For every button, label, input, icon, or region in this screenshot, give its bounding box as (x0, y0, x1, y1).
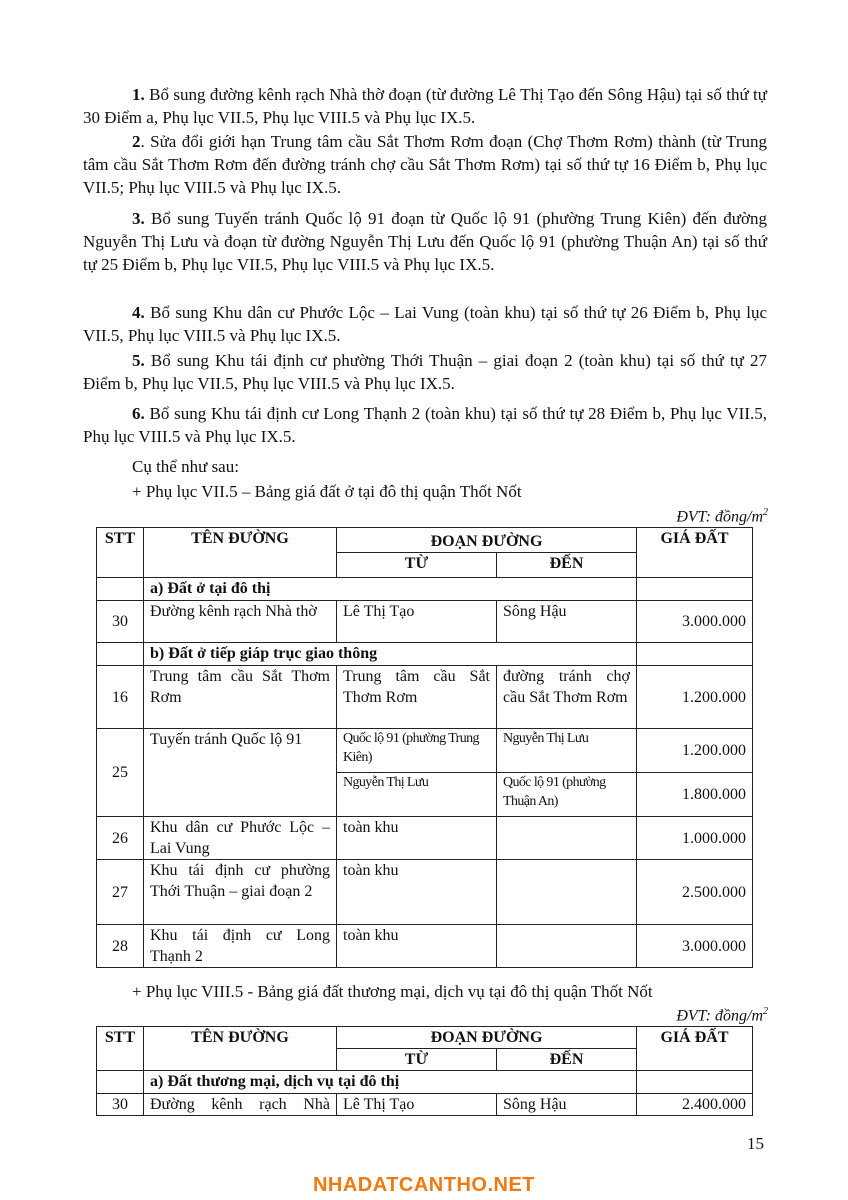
header-street-name: TÊN ĐƯỜNG (144, 1027, 337, 1071)
paragraph-5 (83, 349, 767, 395)
empty-cell (97, 578, 144, 601)
cell-from: Nguyễn Thị Lưu (337, 773, 497, 817)
header-to: ĐẾN (497, 553, 637, 578)
cell-street-name: Trung tâm cầu Sắt Thơm Rơm (144, 666, 337, 729)
table-row (97, 817, 753, 860)
cell-to: Nguyễn Thị Lưu (497, 729, 637, 773)
header-segment: ĐOẠN ĐƯỜNG (337, 528, 637, 553)
cell-stt: 30 (97, 601, 144, 643)
cell-to: đường tránh chợ cầu Sắt Thơm Rơm (497, 666, 637, 729)
header-stt: STT (97, 528, 144, 578)
cell-street-name: Đường kênh rạch Nhà thờ (144, 601, 337, 643)
cell-from: toàn khu (337, 925, 497, 968)
land-price-table-residential (96, 527, 753, 968)
table-header-row (97, 1027, 753, 1049)
paragraph-4 (83, 301, 767, 347)
header-land-price: GIÁ ĐẤT (637, 1027, 753, 1071)
cell-price: 2.400.000 (637, 1094, 753, 1116)
appendix-heading-1: + Phụ lục VII.5 – Bảng giá đất ở tại đô thị quận Thốt Nốt (132, 482, 522, 501)
paragraph-text: Bổ sung đường kênh rạch Nhà thờ đoạn (từ đường Lê Thị Tạo đến Sông Hậu) tại số thứ tự 30 Điểm a, Phụ lục VII.5, Phụ lục VIII.5 và Phụ lục IX.5. (83, 85, 767, 127)
cell-to (497, 817, 637, 860)
cell-to: Sông Hậu (497, 1094, 637, 1116)
cell-from: Quốc lộ 91 (phường Trung Kiên) (337, 729, 497, 773)
paragraph-text: Bổ sung Khu tái định cư Long Thạnh 2 (toàn khu) tại số thứ tự 28 Điểm b, Phụ lục VII.5, Phụ lục VIII.5 và Phụ lục IX.5. (83, 404, 767, 446)
unit-text: ĐVT: đồng/m (676, 1007, 763, 1025)
paragraph-text: Bổ sung Khu dân cư Phước Lộc – Lai Vung (toàn khu) tại số thứ tự 26 Điểm b, Phụ lục VII.5, Phụ lục VIII.5 và Phụ lục IX.5. (83, 303, 767, 345)
cell-from: toàn khu (337, 860, 497, 925)
table-row (97, 729, 753, 773)
paragraph-text: Bổ sung Tuyến tránh Quốc lộ 91 đoạn từ Quốc lộ 91 (phường Trung Kiên) đến đường Nguyễn Thị Lưu và đoạn từ đường Nguyễn Thị Lưu đến Quốc lộ 91 (phường Thuận An) tại số thứ tự 25 Điểm b, Phụ lục VII.5, Phụ lục VIII.5 và Phụ lục IX.5. (83, 209, 767, 274)
cell-to: Quốc lộ 91 (phường Thuận An) (497, 773, 637, 817)
header-to: ĐẾN (497, 1049, 637, 1071)
cell-price: 1.000.000 (637, 817, 753, 860)
appendix-heading-2: + Phụ lục VIII.5 - Bảng giá đất thương mại, dịch vụ tại đô thị quận Thốt Nốt (132, 982, 653, 1001)
cell-from: Lê Thị Tạo (337, 601, 497, 643)
paragraph-text: Bổ sung Khu tái định cư phường Thới Thuận – giai đoạn 2 (toàn khu) tại số thứ tự 27 Điểm b, Phụ lục VII.5, Phụ lục VIII.5 và Phụ lục IX.5. (83, 351, 767, 393)
section-label: b) Đất ở tiếp giáp trục giao thông (144, 643, 637, 666)
cell-price: 1.200.000 (637, 729, 753, 773)
cell-street-name: Tuyến tránh Quốc lộ 91 (144, 729, 337, 817)
table-row (97, 1094, 753, 1116)
empty-cell (637, 643, 753, 666)
paragraph-1 (83, 83, 767, 129)
land-price-table-commercial (96, 1026, 753, 1116)
header-street-name: TÊN ĐƯỜNG (144, 528, 337, 578)
section-row (97, 1071, 753, 1094)
cell-street-name: Khu tái định cư Long Thạnh 2 (144, 925, 337, 968)
empty-cell (97, 1071, 144, 1094)
cell-stt: 16 (97, 666, 144, 729)
header-segment: ĐOẠN ĐƯỜNG (337, 1027, 637, 1049)
section-row (97, 578, 753, 601)
table-header-row (97, 528, 753, 553)
paragraph-number: 1. (132, 85, 145, 104)
section-row (97, 643, 753, 666)
cell-stt: 25 (97, 729, 144, 817)
header-land-price: GIÁ ĐẤT (637, 528, 753, 578)
cell-from: Lê Thị Tạo (337, 1094, 497, 1116)
cell-price: 3.000.000 (637, 925, 753, 968)
cell-stt: 28 (97, 925, 144, 968)
cell-to (497, 860, 637, 925)
section-label: a) Đất thương mại, dịch vụ tại đô thị (144, 1071, 637, 1094)
paragraph-2 (83, 130, 767, 199)
paragraph-number: 4. (132, 303, 145, 322)
paragraph-number: 2 (132, 132, 141, 151)
cell-from: Trung tâm cầu Sắt Thơm Rơm (337, 666, 497, 729)
unit-label-1 (676, 507, 768, 526)
header-from: TỪ (337, 553, 497, 578)
unit-text: ĐVT: đồng/m (676, 508, 763, 526)
paragraph-3 (83, 207, 767, 276)
cell-to: Sông Hậu (497, 601, 637, 643)
page-number: 15 (747, 1134, 764, 1153)
cell-stt: 27 (97, 860, 144, 925)
header-stt: STT (97, 1027, 144, 1071)
empty-cell (637, 1071, 753, 1094)
cell-street-name: Khu tái định cư phường Thới Thuận – giai đoạn 2 (144, 860, 337, 925)
table-row (97, 860, 753, 925)
cell-stt: 26 (97, 817, 144, 860)
unit-superscript: 2 (763, 1006, 768, 1017)
table-row (97, 666, 753, 729)
cell-to (497, 925, 637, 968)
empty-cell (97, 643, 144, 666)
paragraph-number: 6. (132, 404, 145, 423)
watermark-logo-text: NHADATCANTHO.NET (312, 1174, 536, 1196)
cell-price: 3.000.000 (637, 601, 753, 643)
cell-price: 2.500.000 (637, 860, 753, 925)
cell-price: 1.200.000 (637, 666, 753, 729)
table-row (97, 601, 753, 643)
header-from: TỪ (337, 1049, 497, 1071)
section-label: a) Đất ở tại đô thị (144, 578, 637, 601)
cell-stt: 30 (97, 1094, 144, 1116)
empty-cell (637, 578, 753, 601)
cell-price: 1.800.000 (637, 773, 753, 817)
cell-street-name: Khu dân cư Phước Lộc – Lai Vung (144, 817, 337, 860)
intro-line: Cụ thể như sau: (132, 457, 239, 476)
unit-label-2 (676, 1006, 768, 1025)
paragraph-text: . Sửa đổi giới hạn Trung tâm cầu Sắt Thơm Rơm đoạn (Chợ Thơm Rơm) thành (từ Trung tâm cầu Sắt Thơm Rơm đến đường tránh chợ cầu Sắt Thơm Rơm) tại số thứ tự 16 Điểm b, Phụ lục VII.5; Phụ lục VIII.5 và Phụ lục IX.5. (83, 132, 767, 197)
paragraph-6 (83, 402, 767, 448)
cell-street-name: Đường kênh rạch Nhà (144, 1094, 337, 1116)
paragraph-number: 5. (132, 351, 145, 370)
unit-superscript: 2 (763, 507, 768, 518)
cell-from: toàn khu (337, 817, 497, 860)
paragraph-number: 3. (132, 209, 145, 228)
table-row (97, 925, 753, 968)
